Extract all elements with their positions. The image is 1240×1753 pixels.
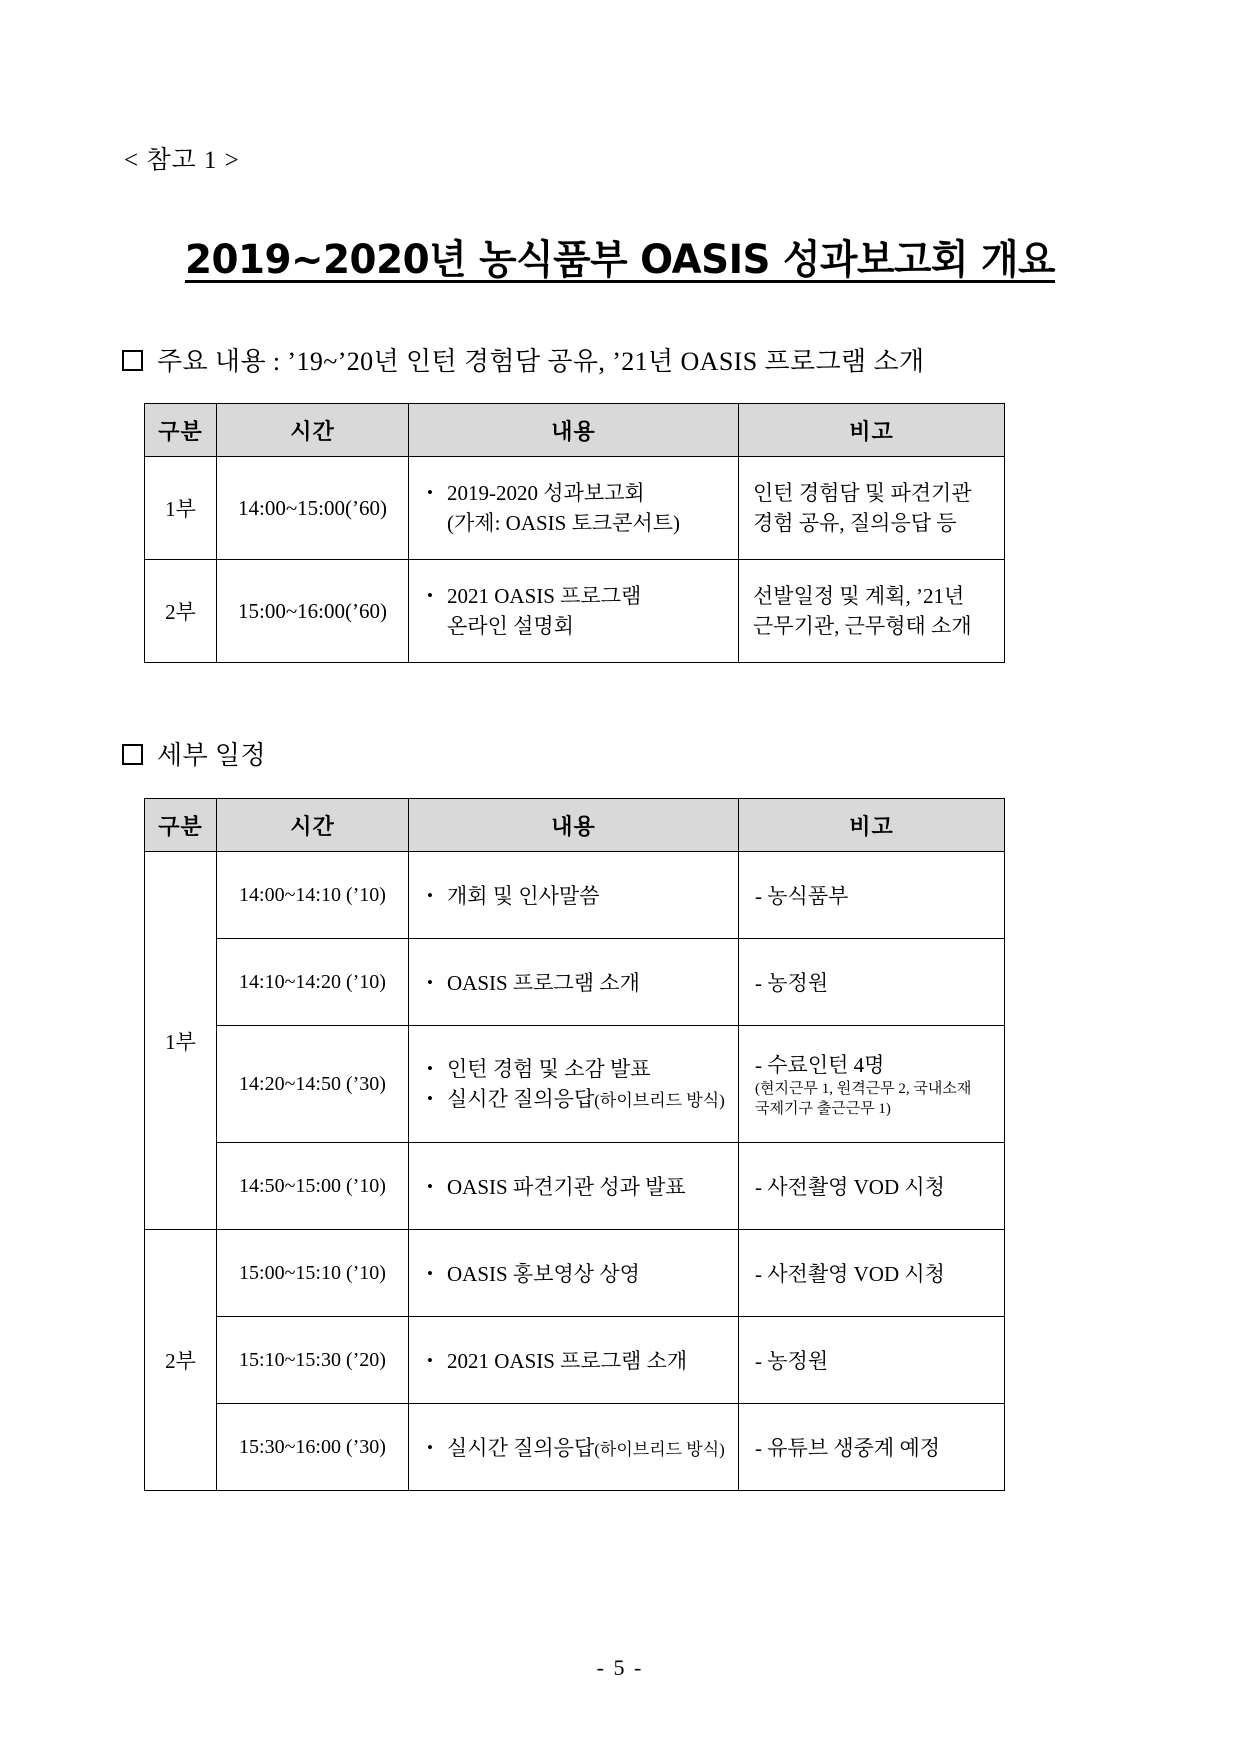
cell-time: 15:30~16:00 (’30) — [217, 1404, 409, 1491]
page-number: - 5 - — [596, 1655, 644, 1680]
cell-content: • 2021 OASIS 프로그램 온라인 설명회 — [409, 560, 739, 663]
bullet-icon: • — [427, 1177, 433, 1196]
section-heading-schedule — [120, 735, 1120, 772]
cell-remark: - 유튜브 생중계 예정 — [739, 1404, 1005, 1491]
cell-time: 14:50~15:00 (’10) — [217, 1143, 409, 1230]
cell-time: 14:10~14:20 (’10) — [217, 939, 409, 1026]
cell-content: • 2019-2020 성과보고회 (가제: OASIS 토크콘서트) — [409, 457, 739, 560]
cell-content: • OASIS 프로그램 소개 — [409, 939, 739, 1026]
bullet-icon: • — [427, 886, 433, 905]
table-header-row — [145, 799, 1005, 852]
cell-time: 14:00~14:10 (’10) — [217, 852, 409, 939]
bullet-icon: • — [427, 585, 433, 605]
table-row — [145, 852, 1005, 939]
table-row — [145, 560, 1005, 663]
col-header-time: 시간 — [217, 799, 409, 852]
table-row — [145, 457, 1005, 560]
schedule-table — [144, 798, 1005, 1491]
cell-content: • 실시간 질의응답(하이브리드 방식) — [409, 1404, 739, 1491]
cell-part: 2부 — [145, 560, 217, 663]
cell-time: 15:10~15:30 (’20) — [217, 1317, 409, 1404]
cell-remark: - 수료인턴 4명 (현지근무 1, 원격근무 2, 국내소재 국제기구 출근근무 1) — [739, 1026, 1005, 1143]
col-header-remark: 비고 — [739, 799, 1005, 852]
col-header-part: 구분 — [145, 799, 217, 852]
cell-remark: - 농정원 — [739, 939, 1005, 1026]
col-header-time: 시간 — [217, 404, 409, 457]
cell-remark: - 농식품부 — [739, 852, 1005, 939]
reference-label: < 참고 1 > — [124, 147, 240, 174]
bullet-icon: • — [427, 1351, 433, 1370]
section-heading-schedule-label: 세부 일정 — [157, 741, 266, 770]
table-header-row — [145, 404, 1005, 457]
cell-time: 14:20~14:50 (’30) — [217, 1026, 409, 1143]
col-header-part: 구분 — [145, 404, 217, 457]
bullet-icon: • — [427, 973, 433, 992]
cell-content: • 인턴 경험 및 소감 발표 • 실시간 질의응답(하이브리드 방식) — [409, 1026, 739, 1143]
cell-part: 2부 — [145, 1230, 217, 1491]
section-heading-overview-label: 주요 내용 : ’19~’20년 인턴 경험담 공유, ’21년 OASIS 프로그램 소개 — [157, 347, 925, 376]
cell-time: 14:00~15:00(’60) — [217, 457, 409, 560]
cell-remark: - 사전촬영 VOD 시청 — [739, 1143, 1005, 1230]
bullet-icon: • — [427, 1438, 433, 1457]
square-bullet-icon — [122, 744, 143, 765]
cell-time: 15:00~15:10 (’10) — [217, 1230, 409, 1317]
cell-part: 1부 — [145, 852, 217, 1230]
section-heading-overview — [120, 341, 1120, 378]
cell-content: • OASIS 홍보영상 상영 — [409, 1230, 739, 1317]
cell-content: • 2021 OASIS 프로그램 소개 — [409, 1317, 739, 1404]
table-row — [145, 1143, 1005, 1230]
overview-table — [144, 403, 1005, 663]
cell-content: • 개회 및 인사말씀 — [409, 852, 739, 939]
bullet-icon: • — [427, 1089, 433, 1108]
col-header-content: 내용 — [409, 404, 739, 457]
table-row — [145, 1026, 1005, 1143]
bullet-icon: • — [427, 1058, 433, 1078]
table-row — [145, 1404, 1005, 1491]
bullet-icon: • — [427, 482, 433, 502]
col-header-content: 내용 — [409, 799, 739, 852]
cell-remark: 선발일정 및 계획, ’21년 근무기관, 근무형태 소개 — [739, 560, 1005, 663]
cell-time: 15:00~16:00(’60) — [217, 560, 409, 663]
table-row — [145, 939, 1005, 1026]
cell-part: 1부 — [145, 457, 217, 560]
table-row — [145, 1230, 1005, 1317]
col-header-remark: 비고 — [739, 404, 1005, 457]
bullet-icon: • — [427, 1264, 433, 1283]
cell-remark: 인턴 경험담 및 파견기관 경험 공유, 질의응답 등 — [739, 457, 1005, 560]
cell-content: • OASIS 파견기관 성과 발표 — [409, 1143, 739, 1230]
page-title: 2019~2020년 농식품부 OASIS 성과보고회 개요 — [184, 237, 1056, 283]
square-bullet-icon — [122, 350, 143, 371]
cell-remark: - 사전촬영 VOD 시청 — [739, 1230, 1005, 1317]
cell-remark: - 농정원 — [739, 1317, 1005, 1404]
table-row — [145, 1317, 1005, 1404]
